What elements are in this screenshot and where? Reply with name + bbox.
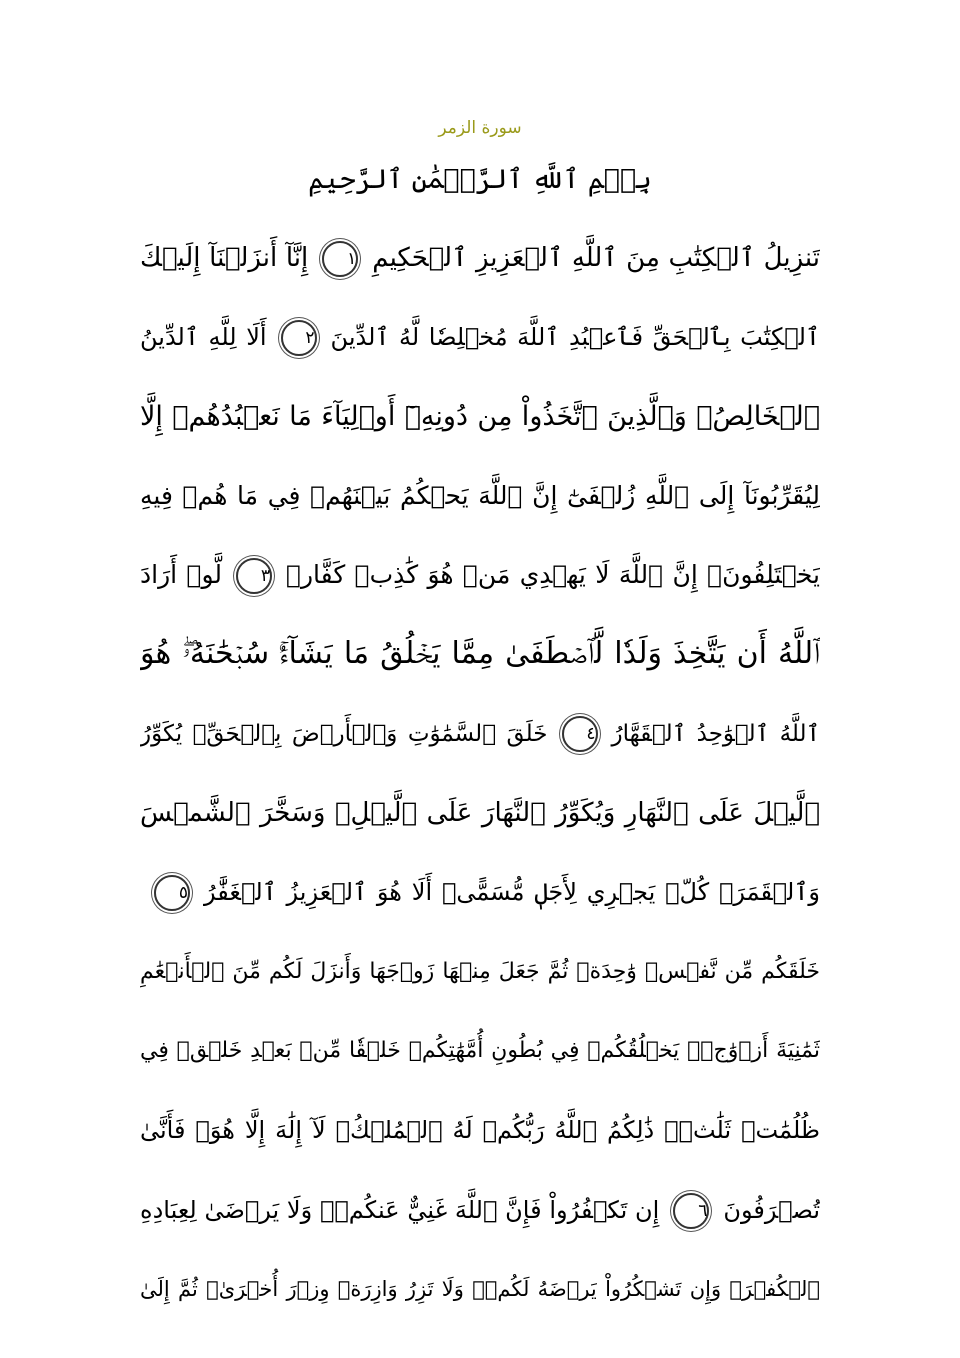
ayah-number-marker: ٥ [154, 875, 190, 911]
verse-text: أَلَا لِلَّهِ ٱلدِّينُ [140, 323, 267, 352]
verse-line [140, 704, 820, 783]
verse-text: خَلَقَ ٱلسَّمَٰوَٰتِ وَٱلۡأَرۡضَ بِٱلۡحَقِّۖ يُكَوِّرُ [140, 720, 548, 747]
verse-text: إِن تَكۡفُرُواْ فَإِنَّ ٱللَّهَ غَنِيٌّ عَنكُمۡۖ وَلَا يَرۡضَىٰ لِعِبَادِهِ [140, 1195, 660, 1224]
ayah-number-marker: ٤ [562, 716, 598, 752]
verse-text: إِنَّآ أَنزَلۡنَآ إِلَيۡكَ [140, 243, 309, 273]
verse-lines [140, 228, 820, 1338]
surah-title: سورة الزمر [438, 118, 522, 138]
verse-line [140, 1259, 820, 1338]
verse-text: تَنزِيلُ ٱلۡكِتَٰبِ مِنَ ٱللَّهِ ٱلۡعَزِيزِ ٱلۡحَكِيمِ [372, 243, 820, 273]
ayah-number-marker: ١ [322, 241, 358, 277]
verse-line [140, 942, 820, 1021]
verse-text: ٱلۡخَالِصُۚ وَٱلَّذِينَ ٱتَّخَذُواْ مِن دُونِهِۦٓ أَوۡلِيَآءَ مَا نَعۡبُدُهُمۡ إِلَّا [140, 400, 820, 432]
verse-line [140, 307, 820, 386]
ayah-number-marker: ٢ [281, 320, 317, 356]
verse-line [140, 228, 820, 307]
verse-text: لِيُقَرِّبُونَآ إِلَى ٱللَّهِ زُلۡفَىٰٓ إِنَّ ٱللَّهَ يَحۡكُمُ بَيۡنَهُمۡ فِي مَا هُمۡ فِيهِ [140, 480, 820, 510]
basmala: بِسۡمِ ٱللَّهِ ٱلرَّحۡمَٰنِ ٱلرَّحِيمِ [308, 164, 652, 195]
verse-text: ٱلۡكُفۡرَۖ وَإِن تَشۡكُرُواْ يَرۡضَهُ لَكُمۡۗ وَلَا تَزِرُ وَازِرَةٞ وِزۡرَ أُخۡرَىٰۗ ثُمَّ إِلَىٰ [140, 1276, 820, 1301]
verse-text: يَخۡتَلِفُونَۗ إِنَّ ٱللَّهَ لَا يَهۡدِي مَنۡ هُوَ كَٰذِبٞ كَفَّارٞ [285, 560, 820, 590]
verse-line [140, 466, 820, 545]
verse-line [140, 783, 820, 862]
verse-text: ثَمَٰنِيَةَ أَزۡوَٰجٖۚ يَخۡلُقُكُمۡ فِي بُطُونِ أُمَّهَٰتِكُمۡ خَلۡقٗا مِّنۢ بَعۡدِ خَلۡقٖ فِي [140, 1037, 820, 1063]
verse-line [140, 1180, 820, 1259]
verse-line [140, 624, 820, 703]
verse-text: ٱلَّيۡلَ عَلَى ٱلنَّهَارِ وَيُكَوِّرُ ٱلنَّهَارَ عَلَى ٱلَّيۡلِۖ وَسَخَّرَ ٱلشَّمۡسَ [140, 798, 820, 829]
verse-text: وَٱلۡقَمَرَۖ كُلّٞ يَجۡرِي لِأَجَلٖ مُّسَمًّىۗ أَلَا هُوَ ٱلۡعَزِيزُ ٱلۡغَفَّٰرُ [204, 878, 820, 907]
verse-text: لَّوۡ أَرَادَ [140, 560, 222, 590]
verse-line [140, 545, 820, 624]
ayah-number-marker: ٦ [673, 1193, 709, 1229]
verse-text: خَلَقَكُم مِّن نَّفۡسٖ وَٰحِدَةٖ ثُمَّ جَعَلَ مِنۡهَا زَوۡجَهَا وَأَنزَلَ لَكُم مِّنَ ٱلۡأَنۡعَٰمِ [140, 958, 820, 984]
verse-text: ٱللَّهُ أَن يَتَّخِذَ وَلَدٗا لَّٱصۡطَفَىٰ مِمَّا يَخۡلُقُ مَا يَشَآءُۚ سُبۡحَٰنَهُۥۖ هُوَ [140, 636, 820, 672]
verse-line [140, 862, 820, 941]
verse-text: ٱللَّهُ ٱلۡوَٰحِدُ ٱلۡقَهَّارُ [611, 720, 820, 747]
verse-line [140, 1100, 820, 1179]
ayah-number-marker: ٣ [236, 558, 272, 594]
verse-line [140, 387, 820, 466]
verse-line [140, 1021, 820, 1100]
verse-text: ٱلۡكِتَٰبَ بِٱلۡحَقِّ فَٱعۡبُدِ ٱللَّهَ مُخۡلِصٗا لَّهُ ٱلدِّينَ [330, 323, 820, 352]
verse-text: ظُلُمَٰتٖ ثَلَٰثٖۚ ذَٰلِكُمُ ٱللَّهُ رَبُّكُمۡ لَهُ ٱلۡمُلۡكُۖ لَآ إِلَٰهَ إِلَّا هُوَۖ فَأَنَّىٰ [140, 1116, 820, 1145]
verse-text: تُصۡرَفُونَ [723, 1195, 820, 1224]
